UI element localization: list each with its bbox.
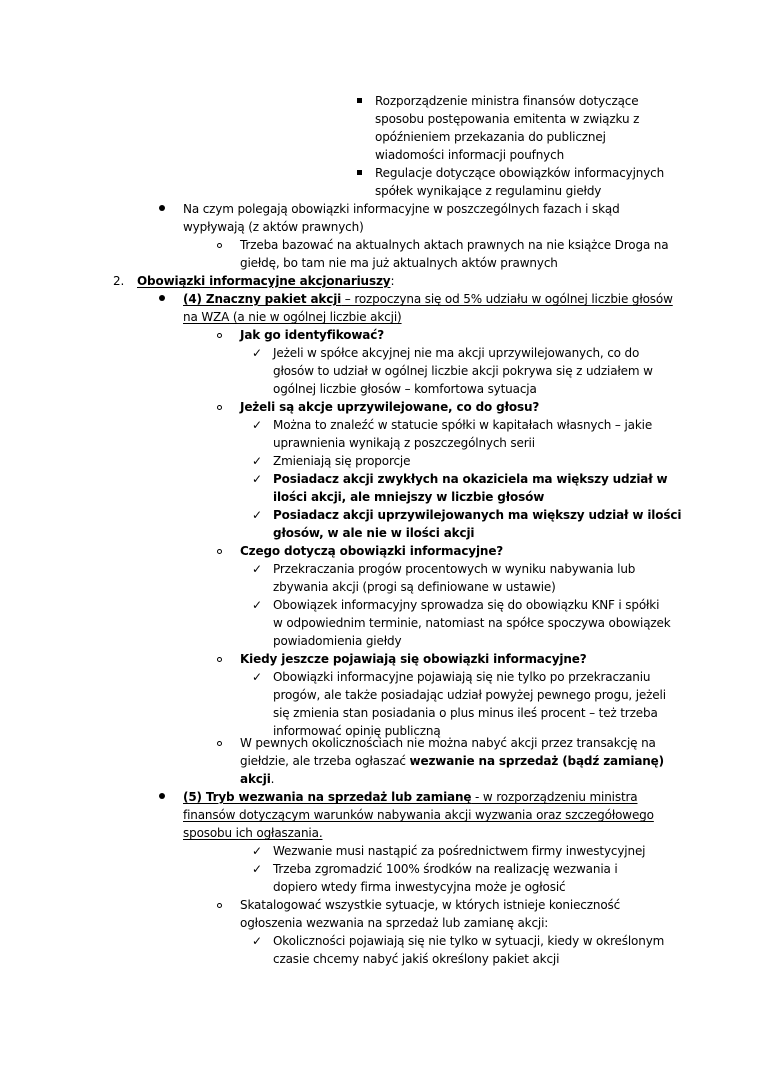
check-icon: ✓ (252, 844, 263, 858)
list-item: Trzeba zgromadzić 100% środków na realizację wezwania i (273, 862, 618, 876)
list-item: w odpowiednim terminie, natomiast na spółce spoczywa obowiązek (273, 616, 671, 630)
circle-bullet-icon (217, 549, 222, 554)
list-item: sposobu ich ogłaszania. (183, 826, 323, 840)
circle-bullet-icon (217, 741, 222, 746)
square-bullet-icon (357, 170, 362, 175)
check-icon: ✓ (252, 472, 263, 486)
list-item: Na czym polegają obowiązki informacyjne w poszczególnych fazach i skąd (183, 202, 620, 216)
list-number: 2. (113, 274, 125, 288)
bullet-icon (159, 205, 165, 211)
item-title: (4) Znaczny pakiet akcji (183, 292, 342, 306)
list-item: Posiadacz akcji uprzywilejowanych ma większy udział w ilości (273, 508, 682, 522)
list-item: ogłoszenia wezwania na sprzedaż lub zamianę akcji: (240, 916, 549, 930)
item-text: – rozpoczyna się od 5% udziału w ogólnej liczbie głosów (341, 292, 673, 306)
list-item: ilości akcji, ale mniejszy w liczbie głosów (273, 490, 545, 504)
subheading: Kiedy jeszcze pojawiają się obowiązki informacyjne? (240, 652, 587, 666)
check-icon: ✓ (252, 508, 263, 522)
list-item (240, 770, 274, 788)
list-item: Skatalogować wszystkie sytuacje, w których istnieje konieczność (240, 898, 621, 912)
check-icon: ✓ (252, 670, 263, 684)
bullet-icon (159, 295, 165, 301)
section-heading (137, 272, 394, 290)
list-item: na WZA (a nie w ogólnej liczbie akcji) (183, 310, 402, 324)
list-item: Jeżeli w spółce akcyjnej nie ma akcji uprzywilejowanych, co do (273, 346, 640, 360)
item-emphasis: akcji (240, 772, 271, 786)
list-item: finansów dotyczącym warunków nabywania akcji wyzwania oraz szczegółowego (183, 808, 654, 822)
check-icon: ✓ (252, 346, 263, 360)
circle-bullet-icon (217, 243, 222, 248)
circle-bullet-icon (217, 405, 222, 410)
heading-suffix: : (390, 274, 395, 288)
subheading: Czego dotyczą obowiązki informacyjne? (240, 544, 504, 558)
list-item: zbywania akcji (progi są definiowane w ustawie) (273, 580, 556, 594)
circle-bullet-icon (217, 333, 222, 338)
list-item: wypływają (z aktów prawnych) (183, 220, 364, 234)
list-item: opóźnieniem przekazania do publicznej (375, 130, 606, 144)
list-item: Okoliczności pojawiają się nie tylko w sytuacji, kiedy w określonym (273, 934, 665, 948)
list-item: głosów, w ale nie w ilości akcji (273, 526, 475, 540)
subheading: Jak go identyfikować? (240, 328, 385, 342)
list-item (183, 290, 673, 308)
list-item: Rozporządzenie ministra finansów dotyczące (375, 94, 639, 108)
check-icon: ✓ (252, 934, 263, 948)
list-item (240, 752, 664, 770)
item-title: (5) Tryb wezwania na sprzedaż lub zamianę (183, 790, 472, 804)
list-item (183, 788, 638, 806)
list-item: Obowiązek informacyjny sprowadza się do obowiązku KNF i spółki (273, 598, 660, 612)
list-item: Trzeba bazować na aktualnych aktach prawnych na nie książce Droga na (240, 238, 669, 252)
heading-text: Obowiązki informacyjne akcjonariuszy (137, 274, 391, 288)
list-item: W pewnych okolicznościach nie można nabyć akcji przez transakcję na (240, 736, 656, 750)
check-icon: ✓ (252, 862, 263, 876)
circle-bullet-icon (217, 903, 222, 908)
list-item: spółek wynikające z regulaminu giełdy (375, 184, 602, 198)
list-item: giełdę, bo tam nie ma już aktualnych aktów prawnych (240, 256, 558, 270)
list-item: ogólnej liczbie głosów – komfortowa sytuacja (273, 382, 537, 396)
list-item: Regulacje dotyczące obowiązków informacyjnych (375, 166, 665, 180)
list-item: czasie chcemy nabyć jakiś określony pakiet akcji (273, 952, 560, 966)
list-item: się zmienia stan posiadania o plus minus ileś procent – też trzeba (273, 706, 658, 720)
list-item: informować opinię publiczną (273, 724, 441, 738)
check-icon: ✓ (252, 454, 263, 468)
bullet-icon (159, 793, 165, 799)
item-text: - w rozporządzeniu ministra (471, 790, 638, 804)
list-item: Obowiązki informacyjne pojawiają się nie tylko po przekraczaniu (273, 670, 651, 684)
list-item: sposobu postępowania emitenta w związku z (375, 112, 640, 126)
list-item: uprawnienia wynikają z poszczególnych serii (273, 436, 535, 450)
list-item: Można to znaleźć w statucie spółki w kapitałach własnych – jakie (273, 418, 653, 432)
list-item: Przekraczania progów procentowych w wyniku nabywania lub (273, 562, 636, 576)
list-item: Wezwanie musi nastąpić za pośrednictwem firmy inwestycyjnej (273, 844, 646, 858)
check-icon: ✓ (252, 562, 263, 576)
item-emphasis: wezwanie na sprzedaż (bądź zamianę) (409, 754, 664, 768)
check-icon: ✓ (252, 418, 263, 432)
list-item: progów, ale także posiadając udział powyżej pewnego progu, jeżeli (273, 688, 666, 702)
check-icon: ✓ (252, 598, 263, 612)
list-item: głosów to udział w ogólnej liczbie akcji pokrywa się z udziałem w (273, 364, 653, 378)
square-bullet-icon (357, 98, 362, 103)
list-item: Zmieniają się proporcje (273, 454, 411, 468)
list-item: dopiero wtedy firma inwestycyjna może je ogłosić (273, 880, 566, 894)
list-item: wiadomości informacji poufnych (375, 148, 565, 162)
item-text: . (270, 772, 275, 786)
item-text: giełdzie, ale trzeba ogłaszać (240, 754, 410, 768)
circle-bullet-icon (217, 657, 222, 662)
subheading: Jeżeli są akcje uprzywilejowane, co do głosu? (240, 400, 540, 414)
list-item: Posiadacz akcji zwykłych na okaziciela ma większy udział w (273, 472, 668, 486)
list-item: powiadomienia giełdy (273, 634, 402, 648)
